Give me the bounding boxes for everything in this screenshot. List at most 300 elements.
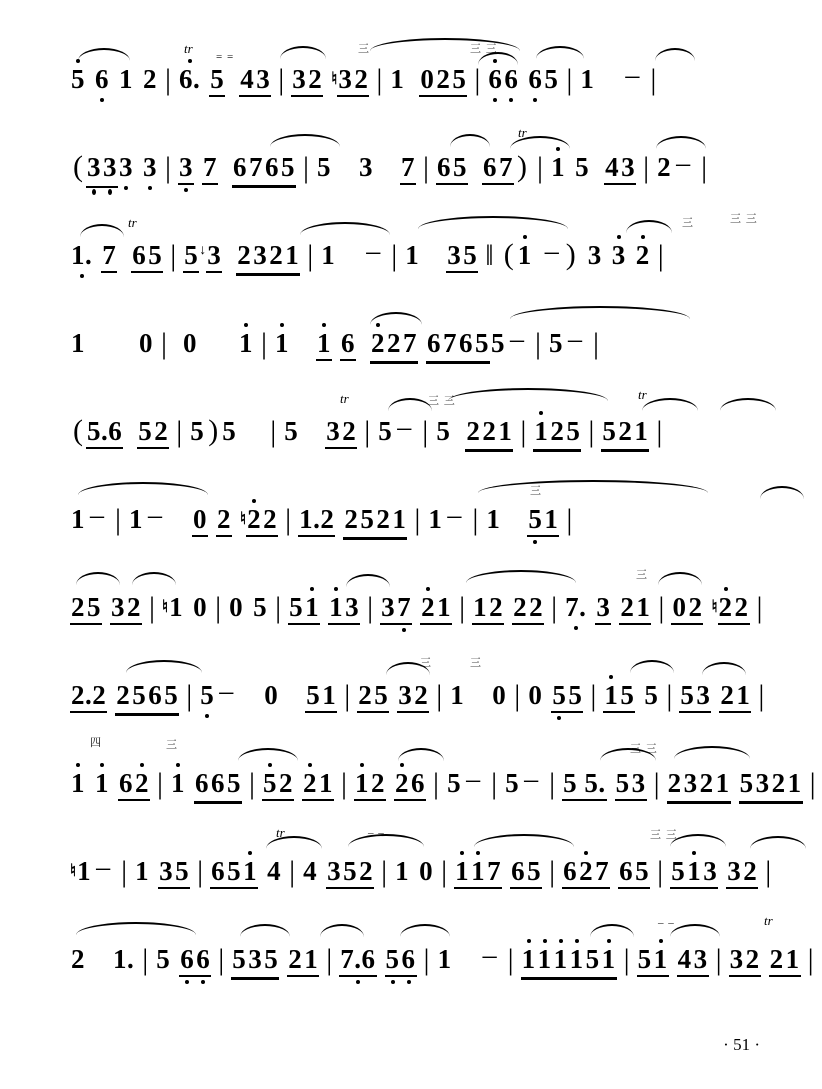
note: 5 (619, 682, 635, 713)
note: 0 (139, 328, 153, 358)
note: 1 (275, 328, 290, 358)
note: 5 (163, 682, 179, 716)
barline: | (249, 767, 256, 800)
note: 1 (686, 858, 702, 889)
note: 2 (699, 770, 715, 804)
note: 6 (458, 330, 474, 364)
note: 2 (435, 66, 451, 97)
accidental: ♮ (162, 597, 169, 616)
note: 0 (419, 856, 434, 886)
barline: | (115, 503, 122, 536)
note: 5 (585, 946, 601, 980)
barline: | (433, 767, 440, 800)
note: 3 (86, 154, 102, 188)
notation-row (70, 148, 714, 188)
notation-row (70, 852, 778, 889)
note: 5 (634, 858, 650, 889)
note: 1 (390, 64, 405, 94)
note: 5 (565, 418, 581, 452)
notation-row (70, 592, 770, 625)
note: 1 (454, 858, 470, 889)
note: 5 (505, 768, 520, 798)
barline: | (157, 767, 164, 800)
note: 4 (604, 154, 620, 185)
note: 1 (169, 592, 184, 622)
note: 1 (303, 946, 319, 977)
note: 1 (497, 418, 513, 452)
sustain-dash: – (466, 764, 481, 795)
note: 7 (101, 242, 117, 273)
notation-row (70, 764, 822, 804)
note: 2 (115, 682, 131, 716)
note: 2 (512, 594, 528, 625)
note: 5 (567, 682, 583, 713)
note: 6 (504, 64, 519, 94)
note: 6 (232, 154, 248, 188)
accidental: ♮ (70, 861, 77, 880)
note: 5 (526, 858, 542, 889)
note: 7 (486, 858, 502, 889)
sustain-dash: – (148, 500, 163, 531)
open-paren: ( (73, 414, 83, 447)
note: 4 (239, 66, 255, 97)
note: 2 (143, 64, 157, 94)
note: 2 (375, 506, 391, 540)
note: 6 (436, 154, 452, 185)
note: 3 (252, 242, 268, 276)
note: 3 (158, 858, 174, 889)
note: 3 (693, 946, 709, 977)
note: 5 (527, 506, 543, 537)
note: 6 (210, 770, 226, 804)
note: 3 (755, 770, 771, 804)
note: 2 (341, 418, 357, 449)
note: 2 (667, 770, 683, 804)
barline: | (653, 767, 660, 800)
barline: | (423, 151, 430, 184)
note: 1 (321, 682, 337, 713)
note: 5 (317, 152, 332, 182)
note: 1 (119, 64, 133, 94)
barline: | (367, 591, 374, 624)
note: 1 (450, 680, 465, 710)
note: 2 (134, 770, 150, 801)
music-system-3: tr 三 三 三 1. 7 6 5 | 5 ↓ 3 2 3 2 1 | 1 – | 1 3 5 ‖ ( 1 – ) 3 3 2 | (70, 206, 762, 294)
note: 3 (326, 858, 342, 889)
barline: | (376, 63, 383, 96)
note: 2 (357, 682, 373, 713)
note: 5 (342, 858, 358, 889)
note: 1 (77, 856, 92, 886)
note: 1 (242, 858, 258, 889)
note: 1 (437, 944, 452, 974)
barline: | (549, 767, 556, 800)
note: 1 (239, 328, 254, 358)
close-paren: ) (208, 414, 219, 447)
sustain-dash: – (544, 236, 559, 267)
note: 0 (193, 592, 208, 622)
note: 1. (113, 944, 135, 974)
note: 1 (284, 242, 300, 276)
barline: | (165, 63, 172, 96)
note: 7 (202, 154, 218, 185)
barline: | (197, 855, 204, 888)
note: 6 (179, 946, 195, 977)
note: 5 (436, 416, 451, 446)
note: 1 (354, 770, 370, 801)
note: 6 (401, 946, 417, 977)
barline: | (657, 239, 664, 272)
note: 2 (718, 594, 734, 625)
barline: | (142, 943, 149, 976)
note: 0 (229, 592, 244, 622)
note: 5 (451, 66, 467, 97)
barline: | (261, 327, 268, 360)
note: 1 (551, 152, 566, 182)
note: 2 (262, 506, 278, 537)
note: 4 (267, 856, 282, 886)
barline: | (459, 591, 466, 624)
sustain-dash: – (366, 236, 381, 267)
note: 5 (637, 946, 653, 977)
note: 1 (470, 858, 486, 889)
note: 2 (687, 594, 703, 625)
note: 0 (492, 680, 507, 710)
note: 6 (562, 858, 578, 889)
note: 3 (611, 240, 626, 270)
note: 1 (428, 504, 443, 534)
note: 2 (278, 770, 294, 801)
music-system-7: 三 2 5 3 2 | ♮ 1 0 | 0 5 | 5 1 1 3 | 3 7 2 1 | 1 2 2 2 | 7. 3 2 1 | 0 2 ♮ 2 2 | (70, 558, 762, 646)
barline: | (656, 415, 663, 448)
repeat-barline: ‖ (485, 239, 494, 272)
note: 1 (553, 946, 569, 980)
music-system-1: tr = = 三 三 三 5 6 1 2 | 6. 5 4 3 | 3 2 ♮ 3 2 | 1 0 2 5 | 6 6 6 5 | 1 – | (70, 30, 762, 118)
barline: | (701, 151, 708, 184)
note: 6 (528, 64, 543, 94)
note: 6 (210, 858, 226, 889)
note: 5 (280, 154, 296, 188)
note: 3 (102, 154, 118, 188)
barline: | (514, 679, 521, 712)
note: 6 (510, 858, 526, 889)
barline: | (551, 591, 558, 624)
note: 3 (683, 770, 699, 804)
note: 5 (147, 242, 163, 273)
sustain-dash: – (482, 940, 497, 971)
note: 3 (291, 66, 307, 97)
note: 0 (183, 328, 198, 358)
note: 1 (715, 770, 731, 804)
close-paren: ) (565, 238, 576, 271)
barline: | (666, 679, 673, 712)
note: 6 (488, 64, 503, 94)
note: 2 (287, 946, 303, 977)
note: 3 (726, 858, 742, 889)
note: 5 (253, 592, 268, 622)
note: 2 (742, 858, 758, 889)
sustain-dash: – (447, 500, 462, 531)
barline: | (537, 151, 544, 184)
note: 4 (677, 946, 693, 977)
note: 5.6 (86, 418, 123, 449)
note: 1 (653, 946, 669, 977)
note: 6. (179, 64, 201, 94)
barline: | (566, 63, 573, 96)
note: 3 (729, 946, 745, 977)
note: 5 (200, 680, 215, 710)
note: 0 (528, 680, 543, 710)
note: 0 (419, 66, 435, 97)
note: 2 (370, 770, 386, 801)
note: 5 (462, 242, 478, 273)
note: 7.6 (339, 946, 376, 977)
note: 5 (544, 64, 559, 94)
sustain-dash: – (219, 676, 234, 707)
note: 7 (498, 154, 514, 185)
note: 2 (370, 330, 386, 364)
note: 5 (378, 416, 393, 446)
note: 1 (71, 768, 85, 798)
note: 5 (305, 682, 321, 713)
barline: | (422, 415, 429, 448)
barline: | (765, 855, 772, 888)
note: 5 (549, 328, 564, 358)
music-system-4 (70, 294, 762, 382)
note: 2 (126, 594, 142, 625)
note: 5 (452, 154, 468, 185)
barline: | (758, 679, 765, 712)
barline: | (658, 591, 665, 624)
page-number: · 51 · (723, 1035, 760, 1054)
note: 3 (587, 240, 602, 270)
note: 2 (236, 242, 252, 276)
note: 1 (603, 682, 619, 713)
barline: | (650, 63, 657, 96)
note: 1 (533, 418, 549, 452)
note: 2 (153, 418, 169, 449)
barline: | (270, 415, 277, 448)
note: 5 (679, 682, 695, 713)
note: 7 (248, 154, 264, 188)
note: 1.2 (298, 506, 335, 537)
barline: | (507, 943, 514, 976)
note: 2 (617, 418, 633, 452)
sustain-dash: – (568, 324, 583, 355)
notation-row (70, 676, 771, 716)
note: 1 (171, 768, 186, 798)
note: 5 (222, 416, 237, 446)
note: 3 (397, 682, 413, 713)
note: 1 (601, 946, 617, 980)
note: 0 (192, 506, 208, 537)
note: 5 (209, 66, 225, 97)
note: 2 (386, 330, 402, 364)
note: 1 (472, 594, 488, 625)
note: 5 (174, 858, 190, 889)
close-paren: ) (517, 150, 528, 183)
note: 6 (95, 64, 109, 94)
note: 3 (255, 66, 271, 97)
notation-row (70, 324, 606, 364)
note: 7 (442, 330, 458, 364)
note: 5 (551, 682, 567, 713)
barline: | (588, 415, 595, 448)
note: 5 (86, 594, 102, 625)
note: 3 (631, 770, 647, 801)
barline: | (275, 591, 282, 624)
music-system-5: tr tr 三 三 ( 5.6 5 2 | 5 ) 5 | 5 3 2 | 5 – | 5 2 2 1 | 1 2 5 | 5 2 1 | (70, 382, 762, 470)
note: 1 (735, 682, 751, 713)
music-system-10: tr – – 三 三 ♮ 1 – | 1 3 5 | 6 5 1 4 | 4 3 5 2 | 1 0 | 1 1 7 6 5 | 6 2 7 6 5 | 5 1 3 3 2 | (70, 822, 762, 910)
barline: | (176, 415, 183, 448)
barline: | (149, 591, 156, 624)
accidental: ♮ (240, 509, 247, 528)
note: 2 (353, 66, 369, 97)
note: 5 (284, 416, 299, 446)
music-system-8: 三 三 2.2 2 5 6 5 | 5 – 0 5 1 | 2 5 3 2 | 1 0 | 0 5 5 | 1 5 5 | 5 3 2 1 | (70, 646, 762, 734)
note: 1 (304, 594, 320, 625)
note: 2 (619, 594, 635, 625)
note: 5 (739, 770, 755, 804)
music-system-2: tr ( 3 3 3 3 | 3 7 6 7 6 5 | 5 3 7 | 6 5 6 7 ) | 1 5 4 3 | 2 – | (70, 118, 762, 206)
note: 5 (385, 946, 401, 977)
note: 3 (143, 152, 157, 182)
barline: | (186, 679, 193, 712)
music-system-9: 四 三 三 三 1 1 6 2 | 1 6 6 5 | 5 2 2 1 | 1 2 2 6 | 5 – | 5 – | 5 5. 5 3 | 2 3 2 1 5 3 2 1 | (70, 734, 762, 822)
note: 2 (769, 946, 785, 977)
note: 1 (436, 594, 452, 625)
note: 1 (328, 594, 344, 625)
note: 2 (745, 946, 761, 977)
barline: | (307, 239, 314, 272)
barline: | (170, 239, 177, 272)
barline: | (303, 151, 310, 184)
barline: | (215, 591, 222, 624)
note: 1. (71, 240, 93, 270)
note: 5 (474, 330, 490, 364)
barline: | (218, 943, 225, 976)
note: 2 (343, 506, 359, 540)
note: 3 (446, 242, 462, 273)
barline: | (657, 855, 664, 888)
barline: | (165, 151, 172, 184)
note: 3 (359, 152, 374, 182)
note: 2 (635, 240, 650, 270)
note: 5 (137, 418, 153, 449)
barline: | (161, 327, 168, 360)
note: 1 (486, 504, 501, 534)
note: 3 (344, 594, 360, 625)
note: 5 (575, 152, 590, 182)
note: 1 (580, 64, 595, 94)
note: 1 (321, 240, 336, 270)
barline: | (807, 943, 814, 976)
barline: | (436, 679, 443, 712)
note: 6 (618, 858, 634, 889)
barline: | (535, 327, 542, 360)
barline: | (474, 63, 481, 96)
note: 1 (135, 856, 150, 886)
note: 5 (263, 946, 279, 980)
note: 1 (517, 240, 532, 270)
barline: | (121, 855, 128, 888)
note: 6 (482, 154, 498, 185)
barline: | (715, 943, 722, 976)
note: 1 (633, 418, 649, 452)
note: 3 (247, 946, 263, 980)
barline: | (441, 855, 448, 888)
note: 5 (447, 768, 462, 798)
note: 0 (264, 680, 279, 710)
barline: | (289, 855, 296, 888)
note: 1 (521, 946, 537, 980)
note: 3 (325, 418, 341, 449)
note: 5 (226, 858, 242, 889)
note: 1 (316, 330, 332, 361)
sustain-dash: – (96, 852, 111, 883)
notation-row (70, 412, 669, 452)
note: 2 (246, 506, 262, 537)
note: 6 (340, 330, 356, 361)
note: 3 (380, 594, 396, 625)
note: 1 (405, 240, 420, 270)
note: 6 (410, 770, 426, 801)
notation-row (70, 60, 663, 97)
note: 3 (337, 66, 353, 97)
note: 2 (302, 770, 318, 801)
note: 1 (95, 768, 109, 798)
note: 5 (226, 770, 242, 804)
sustain-dash: – (397, 412, 412, 443)
music-system-6: 三 1 – | 1 – 0 2 ♮ 2 2 | 1.2 2 5 2 1 | 1 – | 1 5 1 | (70, 470, 762, 558)
note: 2 (216, 506, 232, 537)
note: 5 (183, 242, 199, 273)
note: 2 (420, 594, 436, 625)
barline: | (520, 415, 527, 448)
barline: | (590, 679, 597, 712)
note: 3 (620, 154, 636, 185)
barline: | (381, 855, 388, 888)
barline: | (472, 503, 479, 536)
note: 1 (569, 946, 585, 980)
note: 1 (318, 770, 334, 801)
barline: | (278, 63, 285, 96)
note: 1 (71, 504, 85, 534)
note: 4 (303, 856, 318, 886)
note: 5 (644, 680, 659, 710)
sustain-dash: – (510, 324, 525, 355)
note: 2 (70, 594, 86, 625)
note: 5 (156, 944, 171, 974)
note: 3 (702, 858, 718, 889)
note: 7 (396, 594, 412, 625)
note: 5 (262, 770, 278, 801)
barline: | (341, 767, 348, 800)
note: 2 (268, 242, 284, 276)
note: 7 (594, 858, 610, 889)
note: 1 (391, 506, 407, 540)
note: 2 (528, 594, 544, 625)
note: 5 (71, 64, 85, 94)
note: 5 5. (562, 770, 607, 801)
barline: | (643, 151, 650, 184)
note: 2 (71, 944, 85, 974)
note: 2 (307, 66, 323, 97)
note: 2 (358, 858, 374, 889)
note: 2 (719, 682, 735, 713)
note: 2 (394, 770, 410, 801)
